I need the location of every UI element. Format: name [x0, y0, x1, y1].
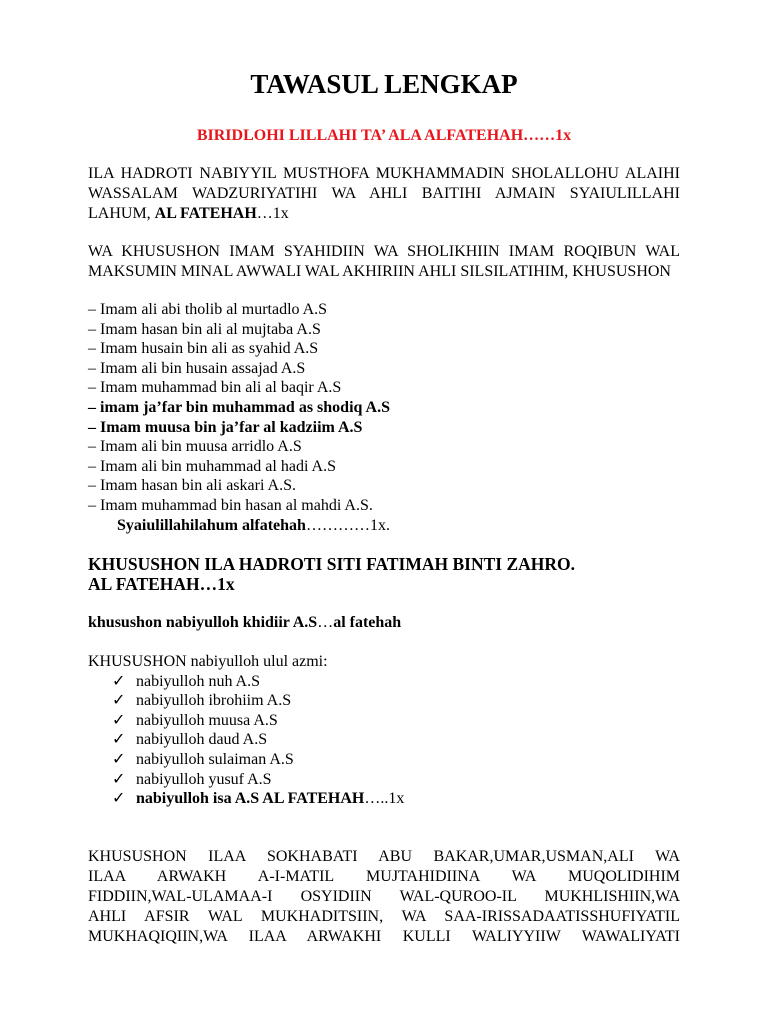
- imam-list-item: – Imam hasan bin ali al mujtaba A.S: [88, 320, 321, 338]
- paragraph-opening: [88, 164, 680, 224]
- prophet-name-isa: nabiyulloh isa A.S AL FATEHAH: [136, 790, 365, 808]
- document-subtitle: BIRIDLOHI LILLAHI TA’ ALA ALFATEHAH……1x: [196, 127, 572, 144]
- imam-list-item: – Imam ali bin muusa arridlo A.S: [88, 438, 302, 456]
- imam-list: [88, 300, 680, 516]
- prophet-name: nabiyulloh daud A.S: [136, 731, 268, 749]
- fatimah-heading: [88, 554, 680, 594]
- final-paragraph-line: KHUSUSHON ILAA SOKHABATI ABU BAKAR,UMAR,USMAN,ALI WA: [88, 847, 680, 865]
- checkmark-icon: ✓: [112, 770, 126, 788]
- khidir-line: [88, 613, 680, 633]
- prophet-item: [112, 750, 680, 770]
- final-paragraph-line: AHLI AFSIR WAL MUKHADITSIIN, WA SAA-IRISSADAATISSHUFIYATIL: [88, 907, 680, 925]
- prophet-item: [112, 730, 680, 750]
- fatimah-heading-line2: AL FATEHAH…1x: [88, 573, 235, 594]
- fatimah-heading-line1: KHUSUSHON ILA HADROTI SITI FATIMAH BINTI ZAHRO.: [88, 553, 576, 574]
- document-title: TAWASUL LENGKAP: [250, 69, 518, 99]
- closing-rest: …………1x.: [305, 516, 390, 534]
- khidir-fatehah: al fatehah: [333, 613, 402, 631]
- checkmark-icon: ✓: [112, 711, 126, 729]
- khidir-bold: khusushon nabiyulloh khidiir A.S: [88, 613, 318, 631]
- prophet-name: nabiyulloh yusuf A.S: [136, 770, 272, 788]
- paragraph-khusushon-imam: WA KHUSUSHON IMAM SYAHIDIIN WA SHOLIKHIIN IMAM ROQIBUN WAL MAKSUMIN MINAL AWWALI WAL AKHIRIIN AHLI SILSILATIHIM, KHUSUSHON: [88, 243, 680, 280]
- paragraph-opening-tail: …1x: [256, 205, 289, 222]
- imam-list-item: – Imam muusa bin ja’far al kadziim A.S: [88, 418, 363, 436]
- khidir-ellipsis: …: [317, 613, 334, 631]
- prophet-item: [112, 691, 680, 711]
- prophet-item: [112, 672, 680, 692]
- imam-list-item: – Imam muhammad bin hasan al mahdi A.S.: [88, 496, 373, 514]
- closing-bold: Syaiulillahilahum alfatehah: [117, 516, 306, 534]
- final-paragraph: [88, 847, 680, 947]
- imam-list-item: – Imam ali abi tholib al murtadlo A.S: [88, 301, 328, 318]
- imam-closing-line: [117, 516, 680, 536]
- checkmark-icon: ✓: [112, 750, 126, 768]
- final-paragraph-line: MUKHAQIQIIN,WA ILAA ARWAKHI KULLI WALIYYIIW WAWALIYATI: [88, 927, 680, 945]
- paragraph-opening-text: ILA HADROTI NABIYYIL MUSTHOFA MUKHAMMADIN SHOLALLOHU ALAIHI WASSALAM WADZURIYATIHI WA AHLI BAITIHI AJMAIN SYAIULILLAHI LAHUM,: [88, 165, 680, 222]
- checkmark-icon: ✓: [112, 731, 126, 749]
- final-paragraph-line: FIDDIIN,WAL-ULAMAA-I OSYIDIIN WAL-QUROO-IL MUKHLISHIIN,WA: [88, 887, 680, 905]
- prophet-item: [112, 789, 680, 809]
- prophet-checklist: [88, 672, 680, 809]
- imam-list-item: – Imam ali bin husain assajad A.S: [88, 359, 306, 377]
- checkmark-icon: ✓: [112, 790, 126, 808]
- prophet-name: nabiyulloh muusa A.S: [136, 711, 278, 729]
- prophet-isa-tail: …..1x: [364, 790, 405, 808]
- imam-list-item: – Imam husain bin ali as syahid A.S: [88, 340, 319, 358]
- imam-list-item: – Imam muhammad bin ali al baqir A.S: [88, 379, 342, 397]
- checkmark-icon: ✓: [112, 672, 126, 690]
- al-fatehah-bold: AL FATEHAH: [154, 205, 257, 222]
- prophet-name: nabiyulloh nuh A.S: [136, 672, 261, 690]
- ulul-azmi-intro: KHUSUSHON nabiyulloh ulul azmi:: [88, 652, 328, 670]
- prophet-item: [112, 711, 680, 731]
- imam-list-item: – Imam hasan bin ali askari A.S.: [88, 477, 296, 495]
- imam-list-item: – imam ja’far bin muhammad as shodiq A.S: [88, 398, 390, 416]
- prophet-name: nabiyulloh ibrohiim A.S: [136, 692, 292, 710]
- imam-list-item: – Imam ali bin muhammad al hadi A.S: [88, 457, 336, 475]
- prophet-name: nabiyulloh sulaiman A.S: [136, 750, 294, 768]
- checkmark-icon: ✓: [112, 692, 126, 710]
- final-paragraph-line: ILAA ARWAKH A-I-MATIL MUJTAHIDIINA WA MUQOLIDIHIM: [88, 867, 680, 885]
- prophet-item: [112, 770, 680, 790]
